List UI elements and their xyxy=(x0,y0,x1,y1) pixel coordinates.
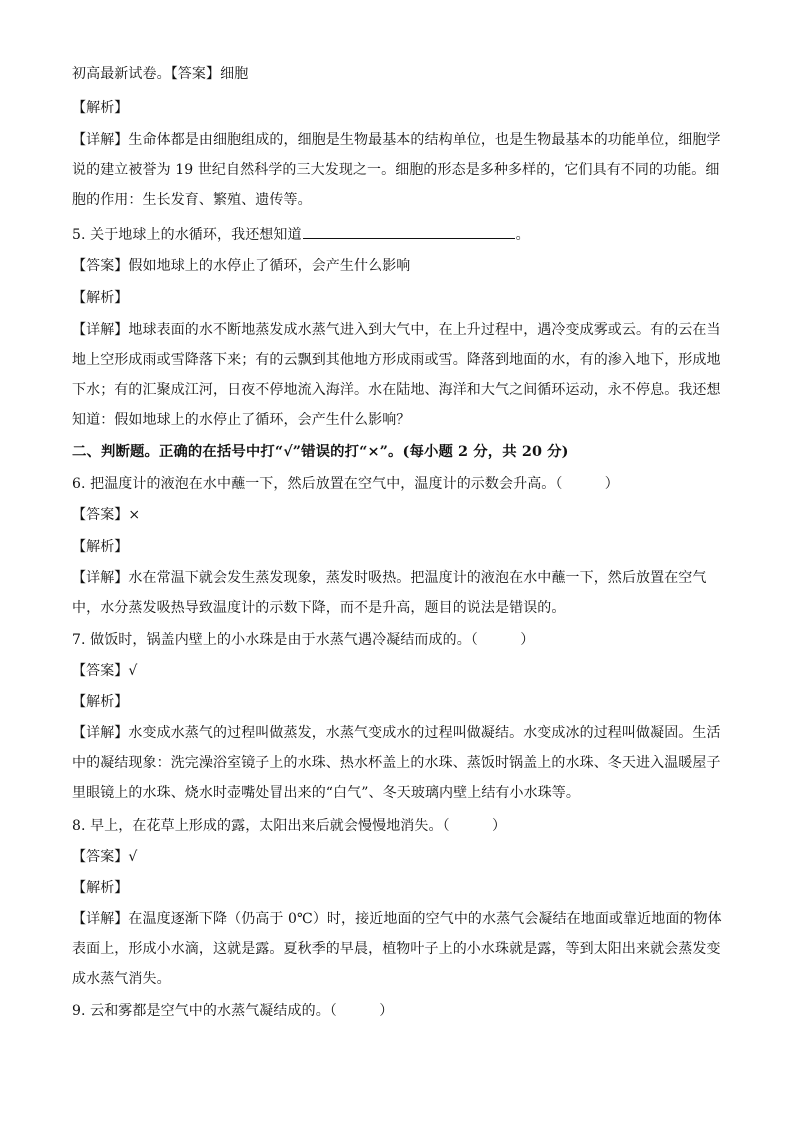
q8-analysis-label: 【解析】 xyxy=(72,880,129,896)
q5-detail-line-4: 知道：假如地球上的水停止了循环，会产生什么影响？ xyxy=(72,412,411,428)
q8-detail-line-2: 表面上，形成小水滴，这就是露。夏秋季的早晨，植物叶子上的小水珠就是露，等到太阳出来就会蒸发变 xyxy=(72,941,721,957)
q5-answer: 【答案】假如地球上的水停止了循环，会产生什么影响 xyxy=(72,258,411,274)
q4-detail-line-3: 胞的作用：生长发育、繁殖、遗传等。 xyxy=(72,192,312,208)
q5-question-prefix: 5. 关于地球上的水循环，我还想知道 xyxy=(72,227,302,243)
q6-question: 6. 把温度计的液泡在水中蘸一下，然后放置在空气中，温度计的示数会升高。（ ） xyxy=(72,476,619,492)
q8-question: 8. 早上，在花草上形成的露，太阳出来后就会慢慢地消失。（ ） xyxy=(72,818,507,834)
q9-question: 9. 云和雾都是空气中的水蒸气凝结成的。（ ） xyxy=(72,1003,394,1019)
section-2-heading: 二、判断题。正确的在括号中打“√”错误的打“×”。(每小题 2 分，共 20 分) xyxy=(72,443,569,460)
q4-detail-line-2: 说的建立被誉为 19 世纪自然科学的三大发现之一。细胞的形态是多种多样的，它们具有不同的功能。细 xyxy=(72,162,720,178)
q8-detail-line-1: 【详解】在温度逐渐下降（仍高于 0℃）时，接近地面的空气中的水蒸气会凝结在地面或靠近地面的物体 xyxy=(72,911,722,927)
q8-detail-line-3: 成水蒸气消失。 xyxy=(72,971,171,987)
q4-detail-line-1: 【详解】生命体都是由细胞组成的，细胞是生物最基本的结构单位，也是生物最基本的功能单位，细胞学 xyxy=(72,132,721,148)
q5-question-suffix: 。 xyxy=(515,227,530,243)
q7-detail-line-3: 里眼镜上的水珠、烧水时壶嘴处冒出来的“白气”、冬天玻璃内壁上结有小水珠等。 xyxy=(72,785,581,801)
q5-detail-line-3: 下水；有的汇聚成江河，日夜不停地流入海洋。水在陆地、海洋和大气之间循环运动，永不停息。我还想 xyxy=(72,382,721,398)
q6-detail-line-2: 中，水分蒸发吸热导致温度计的示数下降，而不是升高，题目的说法是错误的。 xyxy=(72,600,566,616)
q5-detail-line-2: 地上空形成雨或雪降落下来；有的云飘到其他地方形成雨或雪。降落到地面的水，有的渗入地下，形成地 xyxy=(72,352,721,368)
q7-question: 7. 做饭时，锅盖内壁上的小水珠是由于水蒸气遇冷凝结而成的。（ ） xyxy=(72,632,535,648)
q6-analysis-label: 【解析】 xyxy=(72,539,129,555)
q6-detail-line-1: 【详解】水在常温下就会发生蒸发现象，蒸发时吸热。把温度计的液泡在水中蘸一下，然后放置在空气 xyxy=(72,570,707,586)
q5-analysis-label: 【解析】 xyxy=(72,290,129,306)
q5-answer-blank xyxy=(303,224,515,239)
q7-answer: 【答案】√ xyxy=(72,663,138,679)
q6-answer: 【答案】× xyxy=(72,507,141,523)
q5-detail-line-1: 【详解】地球表面的水不断地蒸发成水蒸气进入到大气中，在上升过程中，遇冷变成雾或云。有的云在当 xyxy=(72,322,721,338)
q7-analysis-label: 【解析】 xyxy=(72,694,129,710)
q4-answer-line: 初高最新试卷。【答案】细胞 xyxy=(72,66,249,82)
q4-analysis-label: 【解析】 xyxy=(72,100,129,116)
q8-answer: 【答案】√ xyxy=(72,849,138,865)
q7-detail-line-1: 【详解】水变成水蒸气的过程叫做蒸发，水蒸气变成水的过程叫做凝结。水变成冰的过程叫做凝固。生活 xyxy=(72,725,721,741)
q7-detail-line-2: 中的凝结现象：洗完澡浴室镜子上的水珠、热水杯盖上的水珠、蒸饭时锅盖上的水珠、冬天进入温暖屋子 xyxy=(72,755,721,771)
q5-question xyxy=(72,224,530,245)
